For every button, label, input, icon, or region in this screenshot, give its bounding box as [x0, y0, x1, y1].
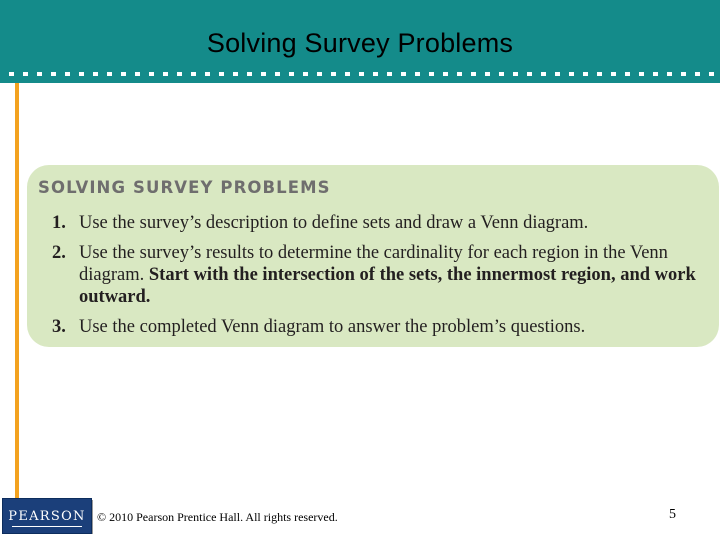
step-plain-text: Use the survey’s description to define sets and draw a Venn diagram. — [79, 213, 589, 233]
box-heading: SOLVING SURVEY PROBLEMS — [38, 178, 331, 197]
header-stripe — [0, 76, 720, 83]
logo-underline — [12, 526, 82, 527]
step-number: 3. — [52, 317, 66, 337]
step-text — [79, 212, 719, 234]
step-text — [79, 316, 719, 338]
step-bold-text: Start with the intersection of the sets, the innermost region, and work outward. — [79, 265, 696, 307]
step-plain-text: Use the survey’s results to determine the cardinality for each region in the Venn diagram. — [79, 243, 668, 285]
survey-steps-box — [27, 165, 719, 347]
pearson-logo — [2, 498, 92, 534]
logo-text: PEARSON — [8, 509, 86, 524]
left-accent-rule — [15, 83, 19, 498]
copyright-notice: © 2010 Pearson Prentice Hall. All rights reserved. — [97, 510, 338, 524]
step-2 — [52, 242, 719, 308]
slide-title: Solving Survey Problems — [206, 28, 514, 58]
step-plain-text: Use the completed Venn diagram to answer the problem’s questions. — [79, 317, 586, 337]
step-number: 1. — [52, 213, 66, 233]
step-1 — [52, 212, 719, 234]
step-text — [79, 242, 719, 308]
page-number: 5 — [669, 507, 676, 522]
step-number: 2. — [52, 243, 66, 263]
step-3 — [52, 316, 719, 338]
footer-divider — [92, 500, 93, 534]
